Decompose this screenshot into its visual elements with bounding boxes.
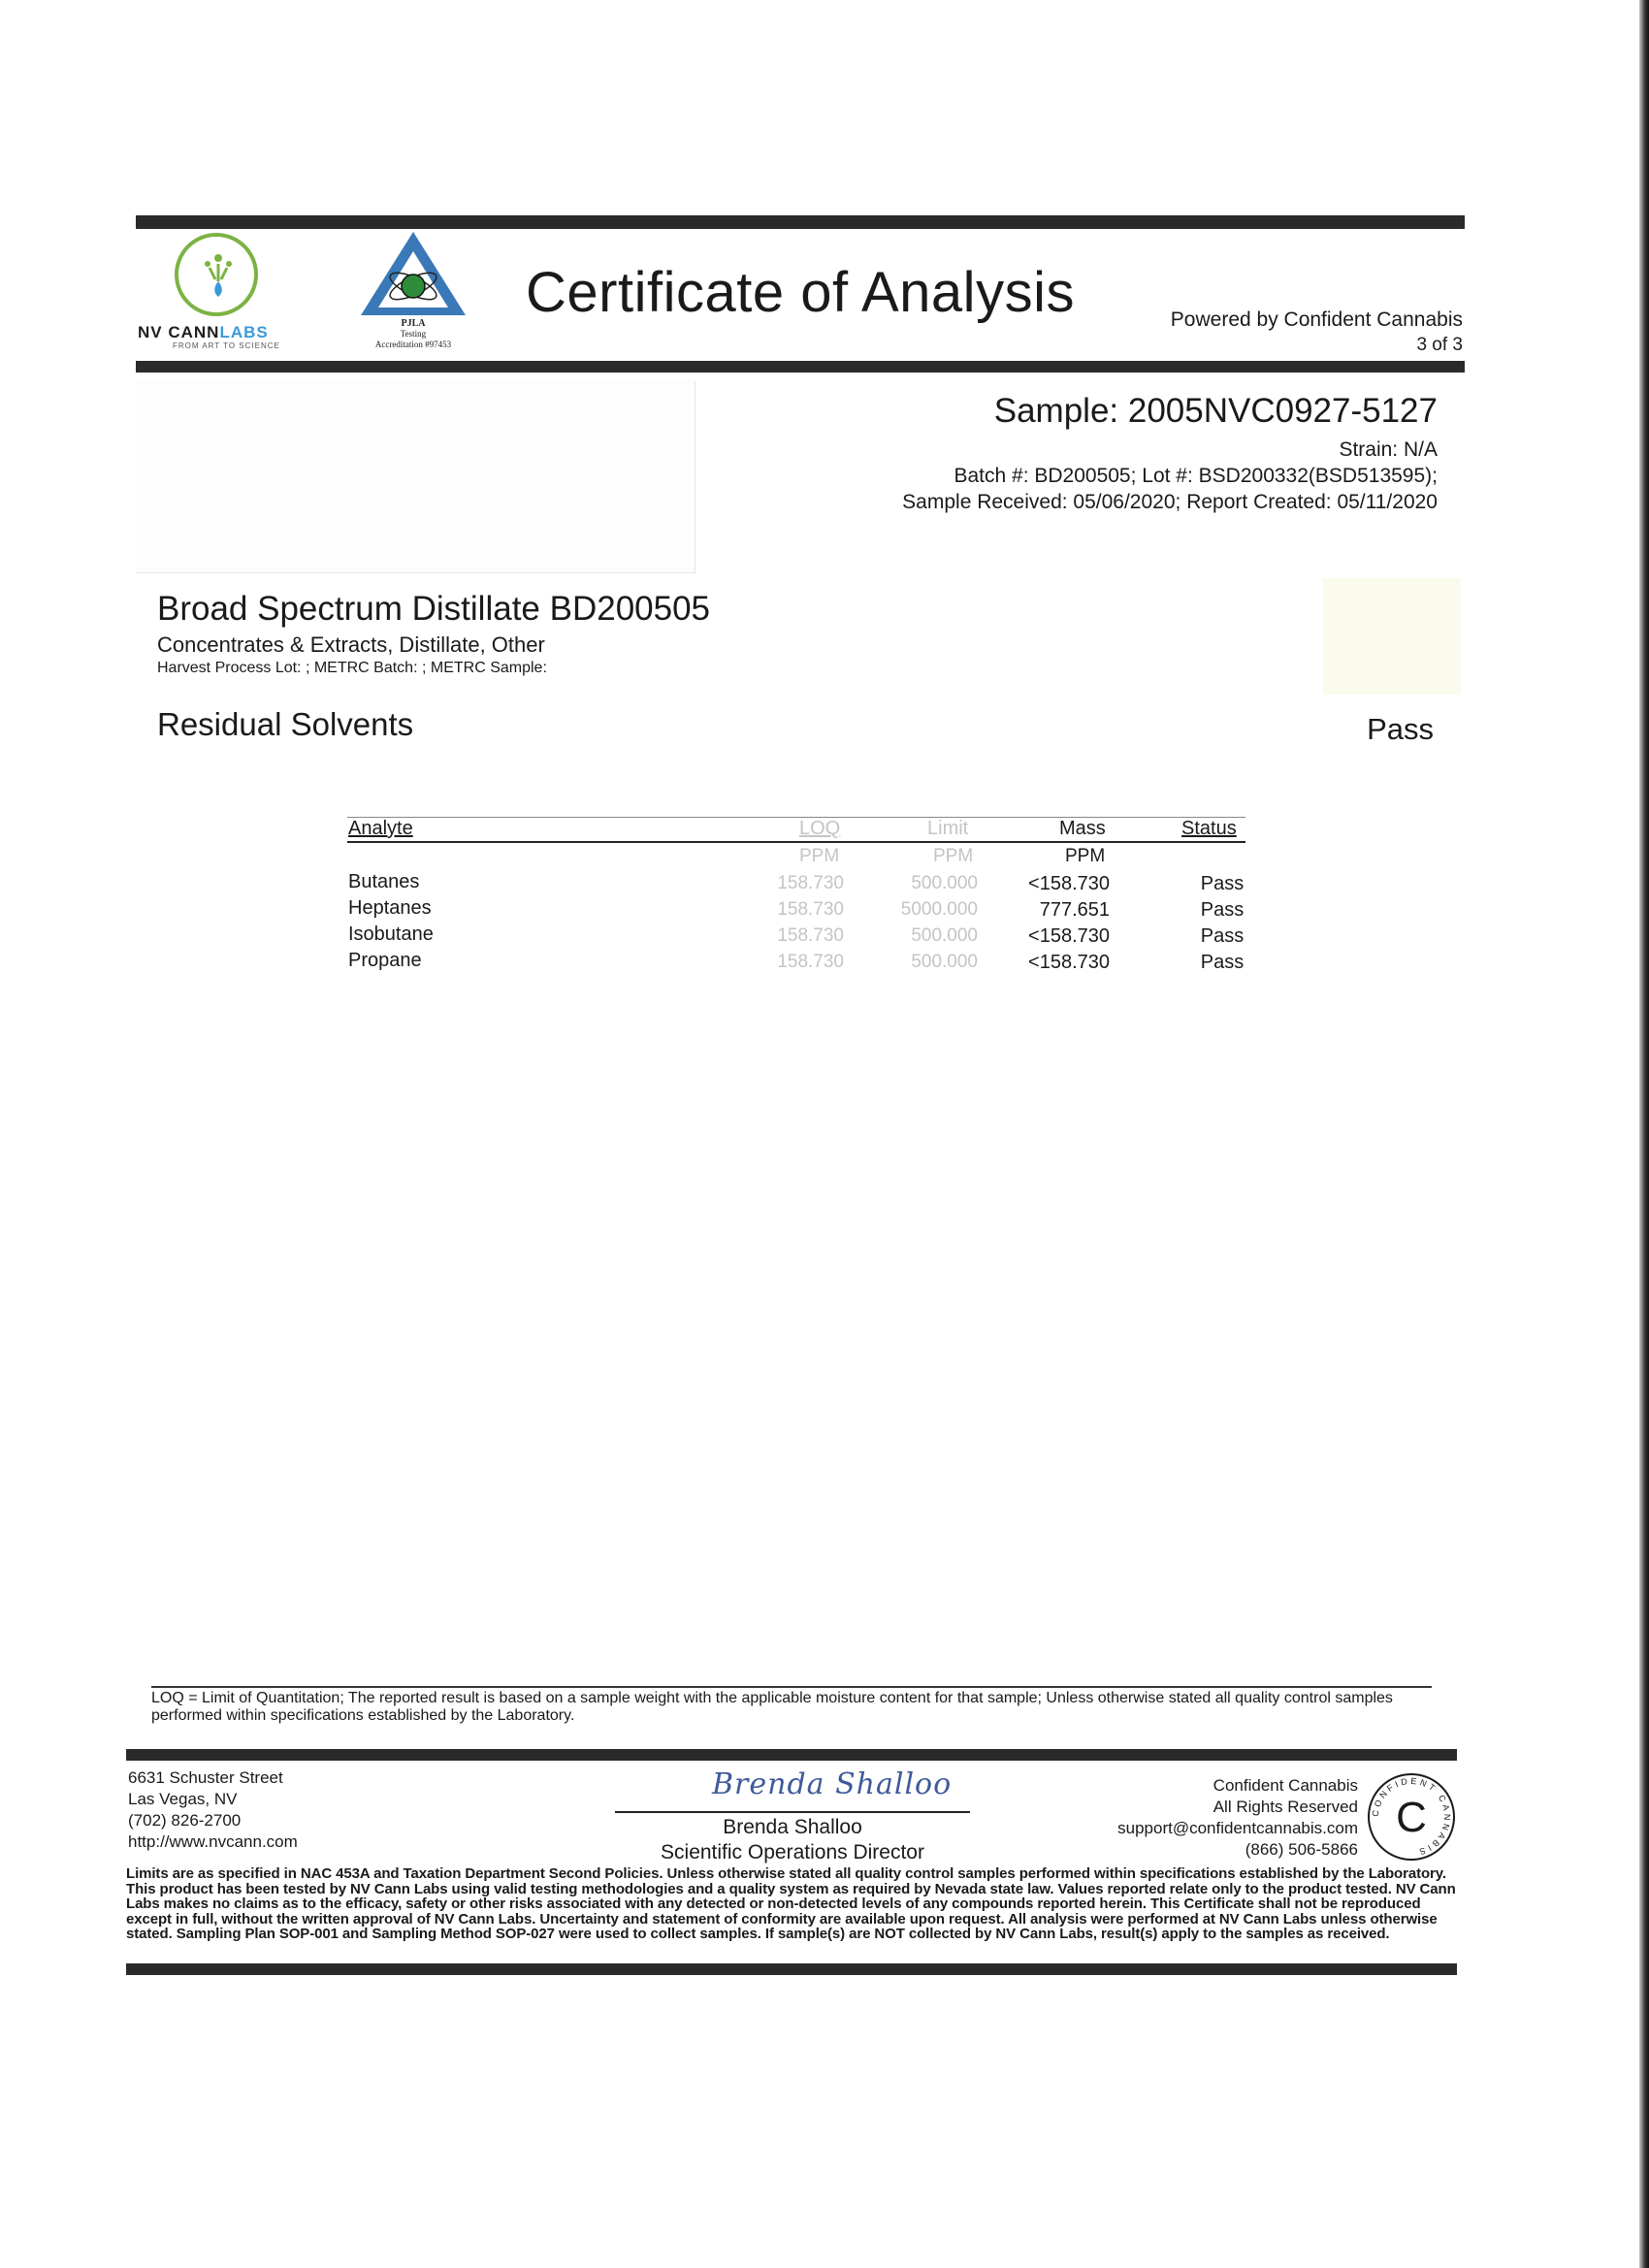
redacted-area [136,380,695,572]
cell-mass: 777.651 [1039,899,1110,921]
lab-address [128,1767,298,1853]
disclaimer: Limits are as specified in NAC 453A and Taxation Department Second Policies. Unless otherwise stated all quality control samples performed within specifications established by the Laboratory. This product has been tested by NV Cann Labs using valid testing methodologies and a quality system as required by Nevada state law. Values reported relate only to the product tested. NV Cann Labs makes no claims as to the efficacy, safety or other risks associated with any detected or non-detected levels of any compounds reported herein. This Certificate shall not be reproduced except in full, without the written approval of NV Cann Labs. Uncertainty and statement of conformity are available upon request. All analysis were performed at NV Cann Labs unless otherwise stated. Sampling Plan SOP-001 and Sampling Method SOP-027 were used to collect samples. If sample(s) are NOT collected by NV Cann Labs, result(s) apply to the samples as received. [126,1866,1456,1942]
footer-bottom-rule [126,1963,1457,1975]
cell-analyte: Isobutane [348,923,434,945]
cell-loq: 158.730 [777,873,844,893]
pjla-caption: PJLA Testing Accreditation #97453 [374,318,452,349]
company-phone: (866) 506-5866 [1245,1840,1358,1859]
header-bottom-rule [136,361,1465,373]
product-swatch [1323,578,1461,695]
nv-cann-labs-logo [175,233,258,316]
strain: Strain: N/A [1339,438,1438,461]
section-title: Residual Solvents [157,706,414,742]
confident-cannabis-seal-icon [1366,1771,1457,1863]
loq-rule [151,1686,1432,1688]
cell-status: Pass [1200,899,1245,921]
section-status: Pass [1367,712,1434,746]
product-category: Concentrates & Extracts, Distillate, Other [157,632,545,657]
powered-by: Powered by Confident Cannabis [1170,308,1463,331]
company-rights: All Rights Reserved [1212,1798,1358,1816]
unit-limit: PPM [933,846,974,866]
signature: Brenda Shalloo [712,1767,953,1801]
table-top-rule [347,817,1245,818]
address-website: http://www.nvcann.com [128,1832,298,1851]
pjla-accreditation-logo [359,230,468,317]
batch-lot: Batch #: BD200505; Lot #: BSD200332(BSD513595); [954,465,1438,487]
col-header-mass: Mass [1059,818,1106,839]
table-header-rule [347,841,1245,843]
cell-analyte: Propane [348,950,422,971]
footer-top-rule [126,1749,1457,1761]
company-name: Confident Cannabis [1212,1776,1358,1795]
address-city: Las Vegas, NV [128,1790,238,1808]
sample-dates: Sample Received: 05/06/2020; Report Created: 05/11/2020 [902,491,1438,513]
cell-mass: <158.730 [1028,873,1110,894]
figures-icon [202,252,235,299]
col-header-status: Status [1181,818,1237,839]
cell-loq: 158.730 [777,899,844,920]
scan-edge [1639,0,1649,2268]
col-header-analyte: Analyte [348,818,413,839]
page-number: 3 of 3 [1416,335,1463,355]
cell-limit: 500.000 [911,952,978,972]
sample-id: Sample: 2005NVC0927-5127 [993,392,1438,430]
company-email: support@confidentcannabis.com [1117,1819,1358,1837]
cell-limit: 500.000 [911,925,978,946]
address-street: 6631 Schuster Street [128,1768,283,1787]
company-info [1117,1775,1358,1861]
lab-wordmark: NV CANNLABS [138,323,269,341]
harvest-info: Harvest Process Lot: ; METRC Batch: ; METRC Sample: [157,660,547,676]
signature-rule [615,1811,970,1813]
col-header-limit: Limit [927,818,969,839]
cell-loq: 158.730 [777,952,844,972]
address-phone: (702) 826-2700 [128,1811,242,1830]
cell-status: Pass [1200,952,1245,973]
cell-mass: <158.730 [1028,925,1110,947]
cell-mass: <158.730 [1028,952,1110,973]
cell-status: Pass [1200,873,1245,894]
svg-text:C: C [1396,1794,1427,1841]
cell-status: Pass [1200,925,1245,947]
cell-analyte: Butanes [348,871,420,892]
unit-loq: PPM [799,846,840,866]
unit-mass: PPM [1065,846,1106,866]
signer-title: Scientific Operations Director [661,1841,924,1863]
cell-limit: 5000.000 [900,899,978,920]
col-header-loq: LOQ [799,818,841,839]
cell-limit: 500.000 [911,873,978,893]
document-title: Certificate of Analysis [526,261,1075,324]
cell-analyte: Heptanes [348,897,432,919]
cell-loq: 158.730 [777,925,844,946]
loq-note: LOQ = Limit of Quantitation; The reported result is based on a sample weight with the applicable moisture content for that sample; Unless otherwise stated all quality control samples performed within specifications established by the Laboratory. [151,1690,1393,1724]
header-top-rule [136,215,1465,229]
product-name: Broad Spectrum Distillate BD200505 [157,590,711,628]
svg-text:CONFIDENT CANNABIS: CONFIDENT CANNABIS [1370,1775,1453,1858]
signer-name: Brenda Shalloo [723,1816,862,1838]
lab-tagline: FROM ART TO SCIENCE [173,341,280,350]
